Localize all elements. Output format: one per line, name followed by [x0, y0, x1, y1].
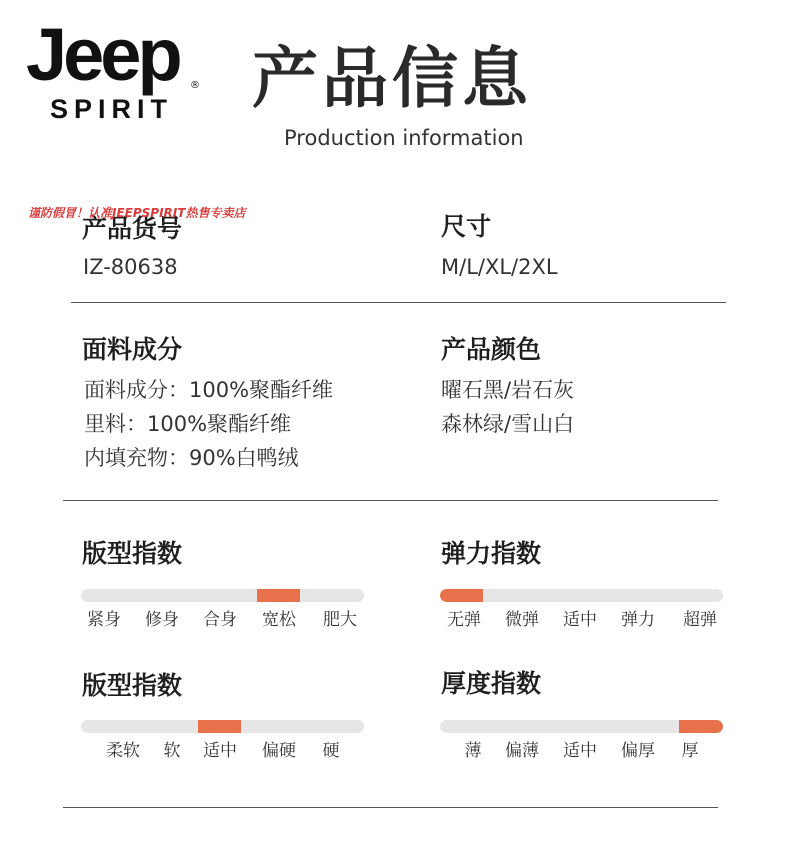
brand-logo-spirit: SPIRIT [50, 94, 174, 124]
anti-counterfeit-watermark: 谨防假冒！认准JEEPSPIRIT热售专卖店 [28, 206, 246, 220]
filling-line: 内填充物：90%白鸭绒 [84, 446, 299, 470]
fit-index-marker [257, 589, 300, 602]
color-title: 产品颜色 [441, 335, 542, 364]
fabric-title: 面料成分 [82, 335, 183, 364]
size-title: 尺寸 [441, 212, 492, 241]
item-no-title: 产品货号 [82, 214, 183, 243]
page-title: 产品信息 [252, 40, 532, 117]
elasticity-scale-label: 弹力 [621, 610, 655, 630]
divider [63, 500, 718, 501]
thickness-scale-label: 厚 [681, 741, 699, 761]
elasticity-scale-label: 微弹 [505, 610, 539, 630]
thickness-index-bar [440, 720, 723, 733]
fit-scale-label: 宽松 [262, 610, 296, 630]
softness-scale-label: 硬 [322, 741, 340, 761]
thickness-index-marker [679, 720, 723, 733]
softness-index-bar [81, 720, 364, 733]
divider [63, 807, 718, 808]
size-value: M/L/XL/2XL [441, 255, 558, 279]
thickness-scale-label: 偏厚 [621, 741, 655, 761]
softness-scale-label: 柔软 [106, 741, 140, 761]
lining-line: 里料：100%聚酯纤维 [84, 412, 292, 436]
color-line: 曜石黑/岩石灰 [441, 378, 575, 402]
fit-scale-label: 修身 [145, 610, 179, 630]
softness-scale-label: 适中 [203, 741, 237, 761]
divider [71, 302, 726, 303]
fabric-line: 面料成分：100%聚酯纤维 [84, 378, 334, 402]
elasticity-index-marker [440, 589, 483, 602]
elasticity-scale-label: 适中 [563, 610, 597, 630]
brand-logo-jeep: Jeep [26, 13, 179, 96]
elasticity-scale-label: 超弹 [683, 610, 717, 630]
thickness-scale-label: 薄 [464, 741, 482, 761]
fit-scale-label: 紧身 [87, 610, 121, 630]
fit-index-bar [81, 589, 364, 602]
softness-index-marker [198, 720, 241, 733]
registered-mark: ® [190, 80, 200, 91]
thickness-index-title: 厚度指数 [441, 669, 542, 698]
elasticity-index-title: 弹力指数 [441, 539, 542, 568]
fit-scale-label: 肥大 [323, 610, 357, 630]
softness-scale-label: 偏硬 [262, 741, 296, 761]
softness-scale-label: 软 [163, 741, 181, 761]
fit-index-title: 版型指数 [82, 539, 183, 568]
color-line: 森林绿/雪山白 [441, 412, 575, 436]
softness-index-title: 版型指数 [82, 671, 183, 700]
item-no-value: IZ-80638 [83, 255, 178, 279]
thickness-scale-label: 适中 [563, 741, 597, 761]
elasticity-scale-label: 无弹 [447, 610, 481, 630]
elasticity-index-bar [440, 589, 723, 602]
thickness-scale-label: 偏薄 [505, 741, 539, 761]
fit-scale-label: 合身 [203, 610, 237, 630]
page-subtitle: Production information [284, 126, 524, 150]
